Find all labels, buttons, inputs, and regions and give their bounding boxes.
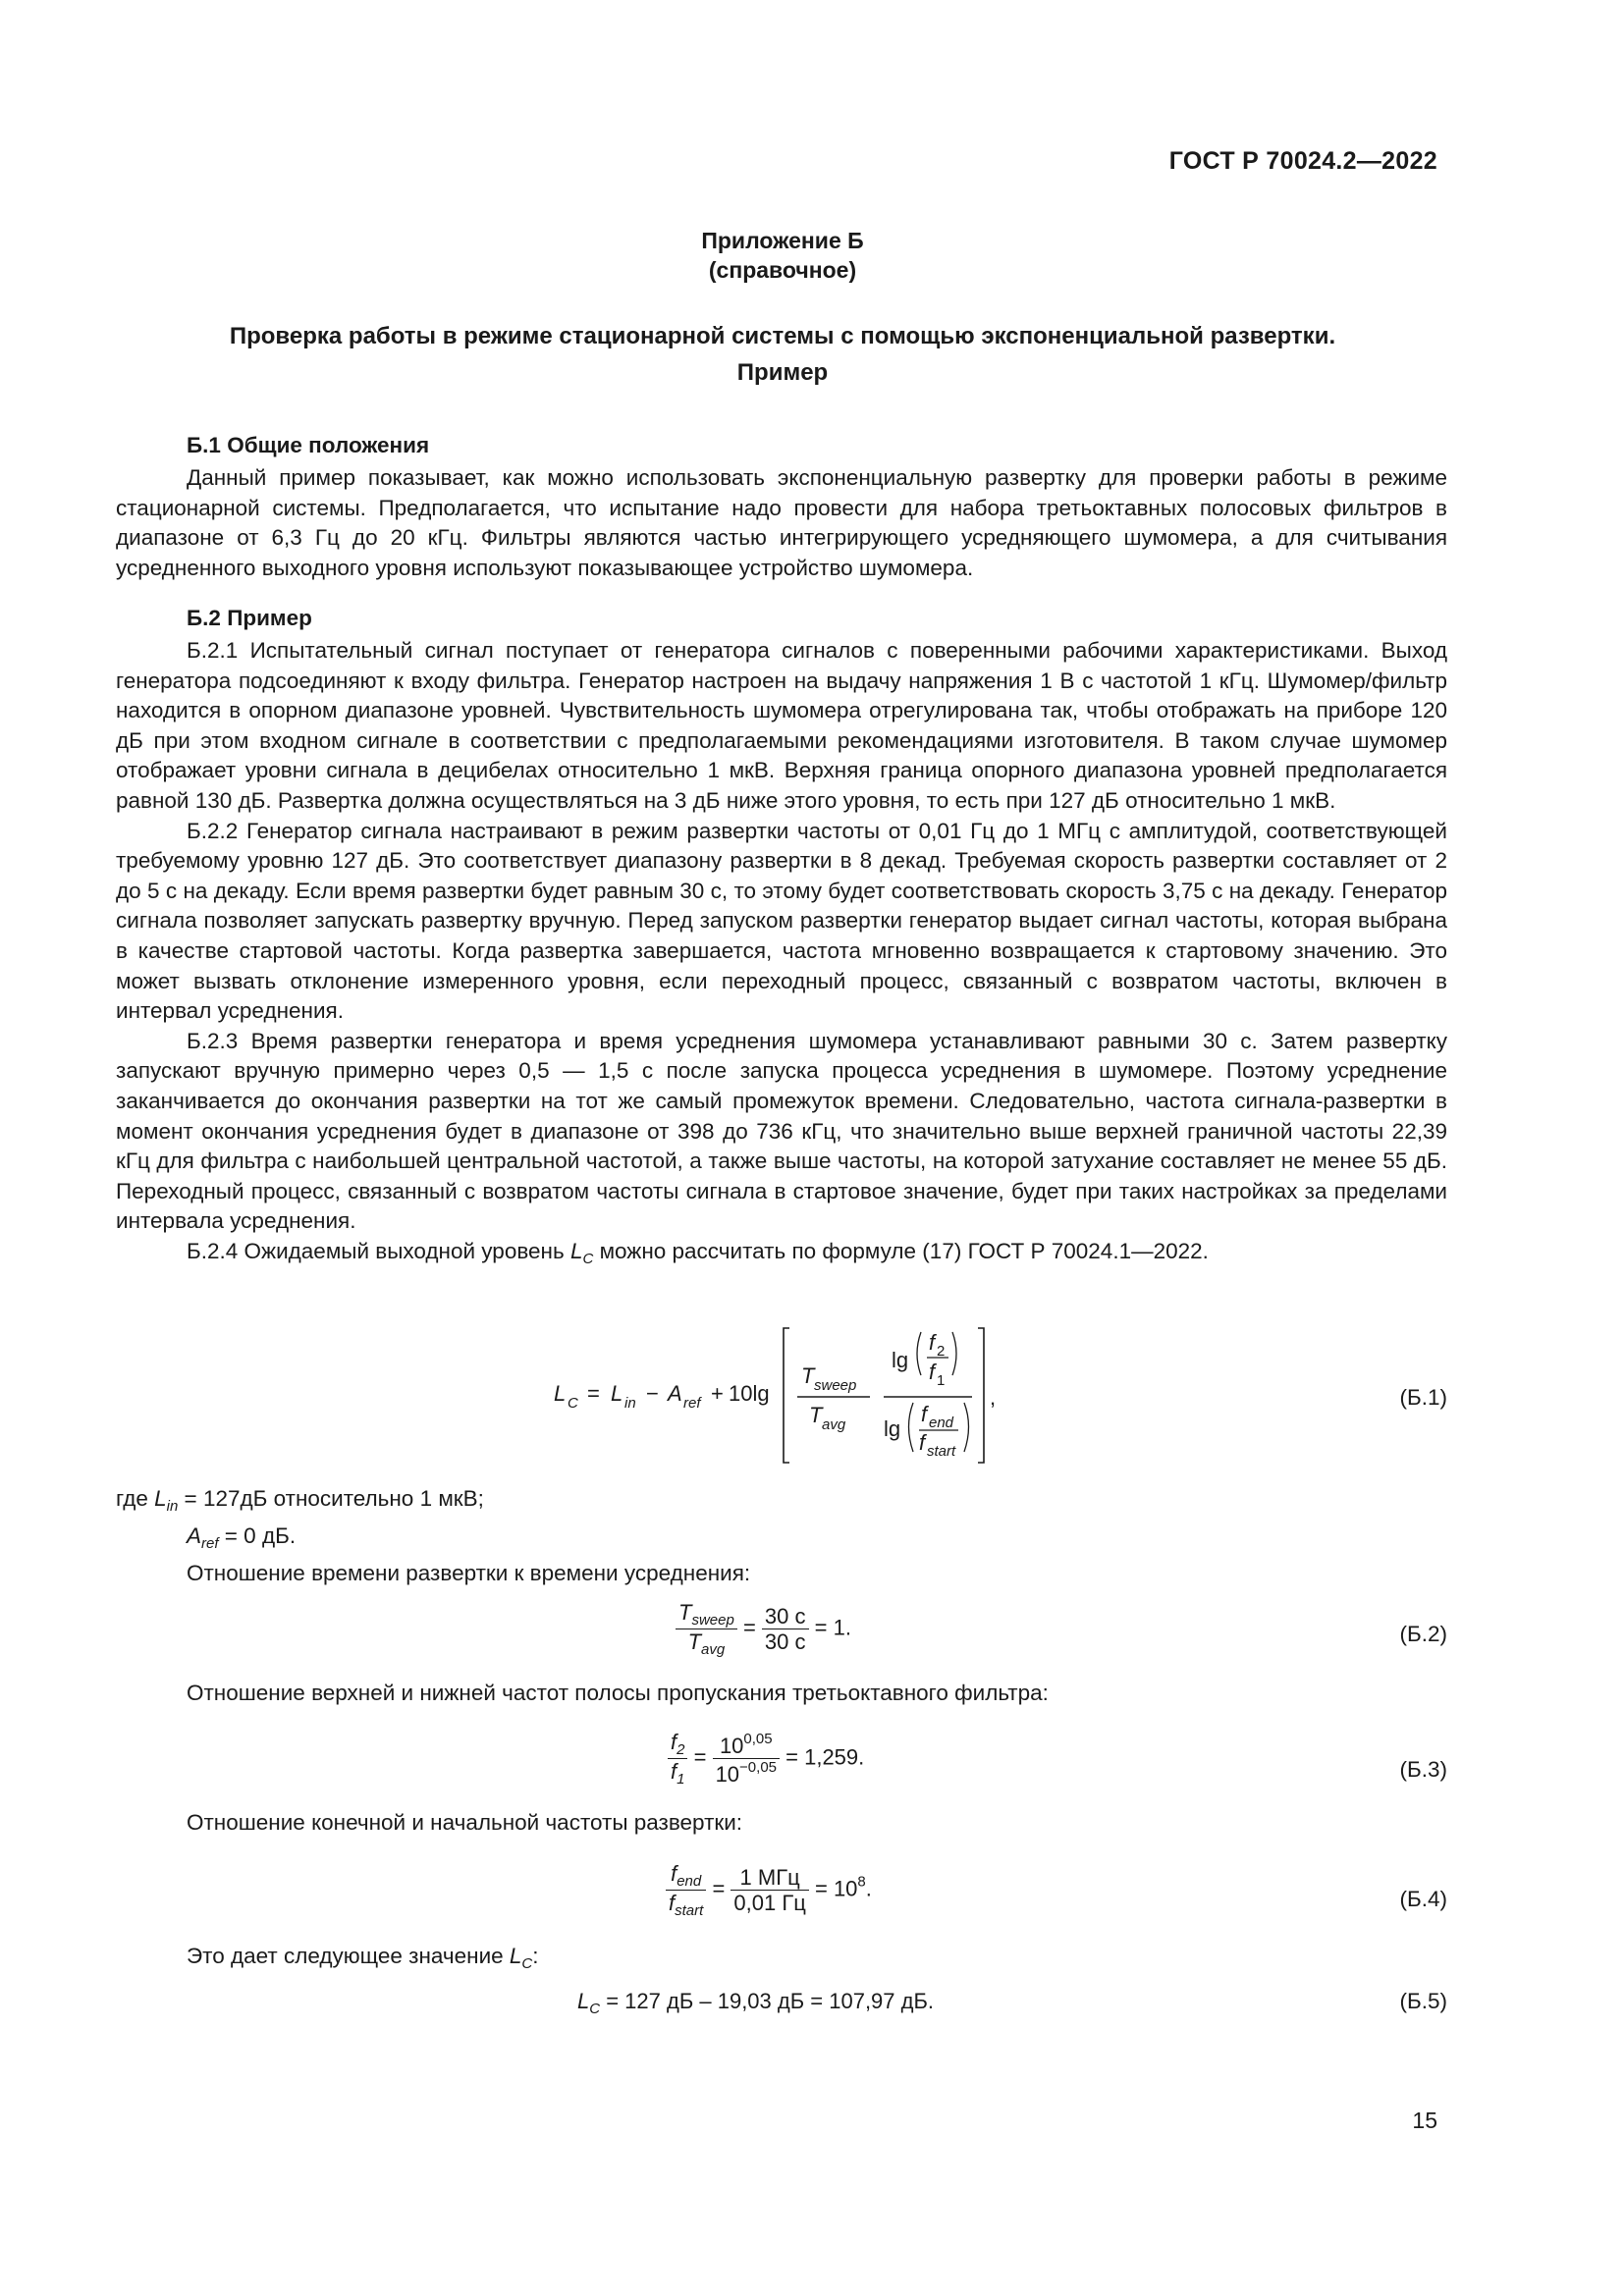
- symbol-sub: end: [929, 1415, 954, 1431]
- equation-number: (Б.3): [1399, 1757, 1447, 1782]
- ratio-time-text: Отношение времени развертки к времени усреднения:: [187, 1561, 751, 1585]
- symbol-T: T: [809, 1403, 823, 1427]
- fraction: $\frac{\text{1 МГц}}{0,01 Гц}$: [731, 1865, 808, 1916]
- equation-number: (Б.4): [1399, 1887, 1447, 1911]
- symbol-f: f: [921, 1402, 928, 1426]
- ratio-freq-line: [116, 1679, 1447, 1708]
- symbol-sub: 1: [937, 1372, 946, 1389]
- annex-title: [0, 226, 1565, 285]
- section-example: [116, 601, 1447, 1274]
- symbol-f: f: [929, 1330, 936, 1355]
- equation-b2: $\frac{T_{sweep}}{T_{avg}}$ = $\frac{30 с}{30 с}$ = 1. (Б.2): [116, 1592, 1447, 1671]
- fraction: $\frac{10^{0,05}}{10^{-0,05}}$: [713, 1731, 780, 1788]
- where-lin: где $L_{in} = 127дБ$ относительно 1 мкВ;: [116, 1486, 484, 1515]
- section-heading: Б.1 Общие положения: [187, 433, 430, 457]
- symbol-lg: lg: [892, 1348, 909, 1372]
- equation-b1: [116, 1320, 1447, 1468]
- equation-number: (Б.2): [1399, 1622, 1447, 1646]
- section-general: [116, 428, 1447, 583]
- symbol-f: f: [929, 1360, 936, 1384]
- page-number: 15: [1412, 2108, 1437, 2133]
- paragraph: Б.2.3 Время развертки генератора и время усреднения шумомера устанавливают равными 30 с. Затем развертку запускают вручную примерно через 0,5 — 1,5 с после запуска процесса усреднения в шумомере. Поэтому усреднение заканчивается до окончания развертки на тот же самый промежуток времени. Следовательно, частота сигнала-развертки в момент окончания усреднения будет в диапазоне от 398 до 736 кГц, что значительно выше верхней граничной частоты 22,39 кГц для фильтра с наибольшей центральной частотой, а также выше частоты, на которой затухание составляет не менее 55 дБ. Переходный процесс, связанный с возвратом частоты сигнала в стартовое значение, будет при таких настройках за пределами интервала усреднения.: [116, 1028, 1447, 1234]
- fraction: $\frac{f_{end}}{f_{start}}$: [666, 1861, 706, 1920]
- symbol-tenlg: 10lg: [729, 1381, 770, 1406]
- equation-b1-drawing: [116, 1320, 1447, 1468]
- symbol-L: L: [554, 1381, 567, 1406]
- svg-text:+: +: [711, 1381, 724, 1406]
- paragraph: Б.2.4 Ожидаемый выходной уровень $L_C$ можно рассчитать по формуле (17) ГОСТ Р 70024.1—2022.: [187, 1238, 1209, 1267]
- equation-number: (Б.5): [1399, 1989, 1447, 2013]
- equation-b3: $\frac{f_2}{f_1}$ = $\frac{10^{0,05}}{10^{-0,05}}$ = 1,259. (Б.3): [116, 1724, 1447, 1802]
- annex-subtitle: (справочное): [708, 257, 857, 283]
- fraction: $\frac{30 с}{30 с}$: [762, 1604, 809, 1655]
- svg-text:,: ,: [990, 1385, 997, 1410]
- symbol-sub: start: [927, 1443, 956, 1460]
- gives-line: [116, 1942, 1447, 1979]
- standard-header: ГОСТ Р 70024.2—2022: [1168, 147, 1437, 175]
- main-title-line2: Пример: [736, 359, 829, 386]
- symbol-sub: C: [568, 1395, 578, 1412]
- fraction: $\frac{f_2}{f_1}$: [668, 1730, 687, 1789]
- where-block: [116, 1484, 1447, 1588]
- symbol-sub: in: [624, 1395, 636, 1412]
- svg-text:−: −: [646, 1381, 659, 1406]
- where-aref: $A_{ref} = 0$ дБ.: [187, 1523, 297, 1552]
- svg-text:=: =: [587, 1381, 600, 1406]
- annex-label: Приложение Б: [701, 228, 864, 253]
- ratio-sweep-text: Отношение конечной и начальной частоты развертки:: [187, 1810, 743, 1835]
- gives-text: Это дает следующее значение $L_C$:: [187, 1944, 539, 1972]
- paragraph: Б.2.1 Испытательный сигнал поступает от генератора сигналов с поверенными рабочими характеристиками. Выход генератора подсоединяют к входу фильтра. Генератор настроен на выдачу напряжения 1 В с частотой 1 кГц. Шумомер/фильтр находится в опорном диапазоне уровней. Чувствительность шумомера отрегулирована так, чтобы отображать на приборе 120 дБ при этом входном сигнале в соответствии с предполагаемыми рекомендациями изготовителя. В таком случае шумомер отображает уровни сигнала в децибелах относительно 1 мкВ. Верхняя граница опорного диапазона уровней предполагается равной 130 дБ. Развертка должна осуществляться на 3 дБ ниже этого уровня, то есть при 127 дБ относительно 1 мкВ.: [116, 638, 1447, 813]
- symbol-lg: lg: [884, 1416, 901, 1441]
- equation-b4: $\frac{f_{end}}{f_{start}}$ = $\frac{\text{1 МГц}}{0,01 Гц}$ = $10^8$. (Б.4): [116, 1855, 1447, 1934]
- symbol-A: A: [668, 1381, 682, 1406]
- symbol-sub: 2: [937, 1343, 946, 1360]
- ratio-sweep-line: [116, 1808, 1447, 1838]
- symbol-L: L: [611, 1381, 623, 1406]
- paragraph: Данный пример показывает, как можно использовать экспоненциальную развертку для проверки работы в режиме стационарной системы. Предполагается, что испытание надо провести для набора третьоктавных полосовых фильтров в диапазоне от 6,3 Гц до 20 кГц. Фильтры являются частью интегрирующего усредняющего шумомера, а для считывания усредненного выходного уровня используют показывающее устройство шумомера.: [116, 465, 1447, 580]
- fraction: $\frac{T_{sweep}}{T_{avg}}$: [676, 1600, 737, 1659]
- symbol-sub: avg: [822, 1416, 846, 1433]
- equation-number: (Б.1): [1399, 1385, 1447, 1410]
- section-heading: Б.2 Пример: [187, 606, 312, 630]
- main-title-line1: Проверка работы в режиме стационарной системы с помощью экспоненциальной развертки.: [229, 323, 1336, 349]
- main-title: [118, 318, 1447, 391]
- paragraph: Б.2.2 Генератор сигнала настраивают в режим развертки частоты от 0,01 Гц до 1 МГц с амплитудой, соответствующей требуемому уровню 127 дБ. Это соответствует диапазону развертки в 8 декад. Требуемая скорость развертки составляет от 2 до 5 с на декаду. Если время развертки будет равным 30 с, то этому будет соответствовать скорость 3,75 с на декаду. Генератор сигнала позволяет запускать развертку вручную. Перед запуском развертки генератор выдает сигнал частоты, которая выбрана в качестве стартовой частоты. Когда развертка завершается, частота мгновенно возвращается к стартовому значению. Это может вызвать отклонение измеренного уровня, если переходный процесс, связанный с возвратом частоты, включен в интервал усреднения.: [116, 818, 1447, 1024]
- symbol-T: T: [801, 1363, 815, 1388]
- symbol-f: f: [919, 1430, 926, 1455]
- equation-b5: $L_C = 127$ дБ – 19,03 дБ = 107,97 дБ. (Б.5): [577, 1989, 1447, 2017]
- symbol-sub: ref: [683, 1395, 701, 1412]
- symbol-sub: sweep: [814, 1377, 857, 1394]
- ratio-freq-text: Отношение верхней и нижней частот полосы пропускания третьоктавного фильтра:: [187, 1681, 1049, 1705]
